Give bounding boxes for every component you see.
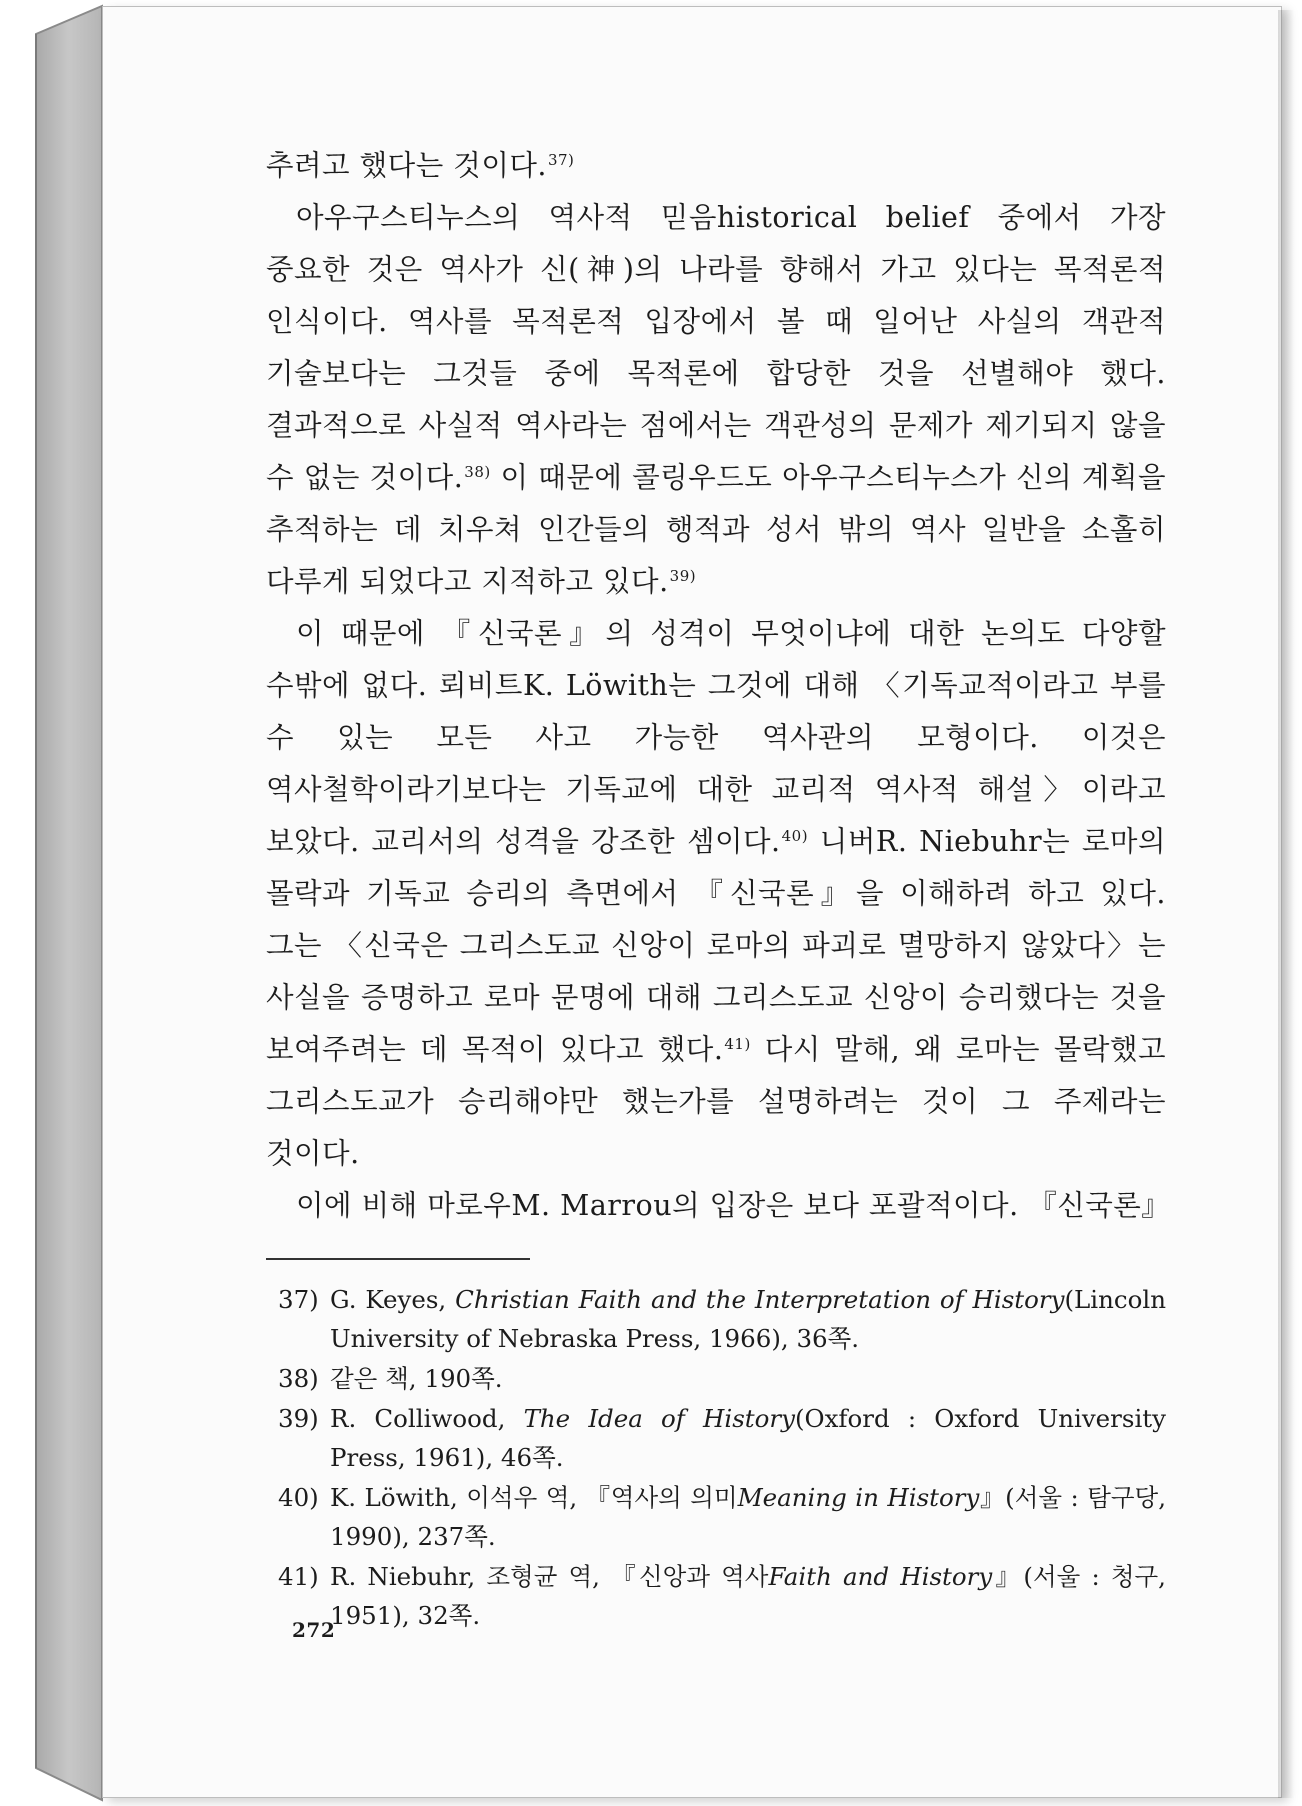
footnote-41 [266, 1557, 1166, 1635]
footnote-ref-38: 38) [464, 462, 491, 481]
footnote-text: K. Löwith, 이석우 역, 『역사의 의미Meaning in History』(서울 : 탐구당, 1990), 237쪽. [330, 1483, 1167, 1551]
footnote-ref-40: 40) [781, 826, 809, 845]
book-title: Faith and History [768, 1562, 993, 1591]
paragraph-2: 아우구스티누스의 역사적 믿음historical belief 중에서 가장 중요한 것은 역사가 신(神)의 나라를 향해서 가고 있다는 목적론적 인식이다. 역사를 목적론적 입장에서 볼 때 일어난 사실의 객관적 기술보다는 그것들 중에 목적론에 합당한 것을 선별해야 했다. 결과적으로 사실적 역사라는 점에서는 객관성의 문제가 제기되지 않을 수 없는 것이다.$^{38)}$ 이 때문에 콜링우드도 아우구스티누스가 신의 계획을 추적하는 데 치우쳐 인간들의 행적과 성서 밖의 역사 일반을 소홀히 다루게 되었다고 지적하고 있다.$^{39)}$ [266, 201, 1166, 598]
footnote-39 [266, 1399, 1166, 1477]
footnote-number: 38) [278, 1364, 319, 1393]
paragraph-3: 이 때문에 『신국론』의 성격이 무엇이냐에 대한 논의도 다양할 수밖에 없다. 뢰비트K. Löwith는 그것에 대해 〈기독교적이라고 부를 수 있는 모든 사고 가능한 역사관의 모형이다. 이것은 역사철학이라기보다는 기독교에 대한 교리적 역사적 해설〉이라고 보았다. 교리서의 성격을 강조한 셈이다.$^{40)}$ 니버R. Niebuhr는 로마의 몰락과 기독교 승리의 측면에서 『신국론』을 이해하려 하고 있다. 그는 〈신국은 그리스도교 신앙이 로마의 파괴로 멸망하지 않았다〉는 사실을 증명하고 로마 문명에 대해 그리스도교 신앙이 승리했다는 것을 보여주려는 데 목적이 있다고 했다.$^{41)}$ 다시 말해, 왜 로마는 몰락했고 그리스도교가 승리해야만 했는가를 설명하려는 것이 그 주제라는 것이다. [266, 617, 1167, 1170]
footnote-number: 41) [278, 1562, 319, 1591]
footnote-ref-41: 41) [724, 1034, 751, 1053]
paragraph-1: 추려고 했다는 것이다.$^{37)}$ [266, 149, 575, 182]
footnote-number: 37) [278, 1285, 319, 1314]
footnote-divider [266, 1258, 530, 1260]
book-title: Christian Faith and the Interpretation of History [455, 1285, 1065, 1314]
page-content [266, 140, 1171, 1636]
footnote-ref-39: 39) [669, 566, 697, 585]
book-title: The Idea of History [523, 1404, 795, 1433]
book-title: Meaning in History [737, 1483, 980, 1512]
footnote-number: 40) [278, 1483, 319, 1512]
body-text [266, 140, 1171, 1232]
page-edge-shadow [1278, 10, 1294, 1798]
footnote-text: R. Niebuhr, 조형균 역, 『신앙과 역사Faith and History』(서울 : 청구, 1951), 32쪽. [330, 1562, 1166, 1630]
footnote-38 [266, 1359, 1166, 1398]
footnote-ref-37: 37) [547, 150, 575, 169]
footnote-number: 39) [278, 1404, 319, 1433]
book-spine-side [0, 0, 110, 1806]
page-number: 272 [292, 1618, 336, 1642]
footnote-text: G. Keyes, Christian Faith and the Interpretation of History(Lincoln University of Nebraska Press, 1966), 36쪽. [330, 1285, 1166, 1353]
footnote-text: R. Colliwood, The Idea of History(Oxford : Oxford University Press, 1961), 46쪽. [330, 1404, 1166, 1472]
footnote-text: 같은 책, 190쪽. [330, 1364, 503, 1393]
paragraph-4: 이에 비해 마로우M. Marrou의 입장은 보다 포괄적이다. 『신국론』 [296, 1189, 1171, 1222]
footnote-40 [266, 1478, 1166, 1556]
footnote-37 [266, 1280, 1166, 1358]
footnotes [266, 1280, 1166, 1635]
